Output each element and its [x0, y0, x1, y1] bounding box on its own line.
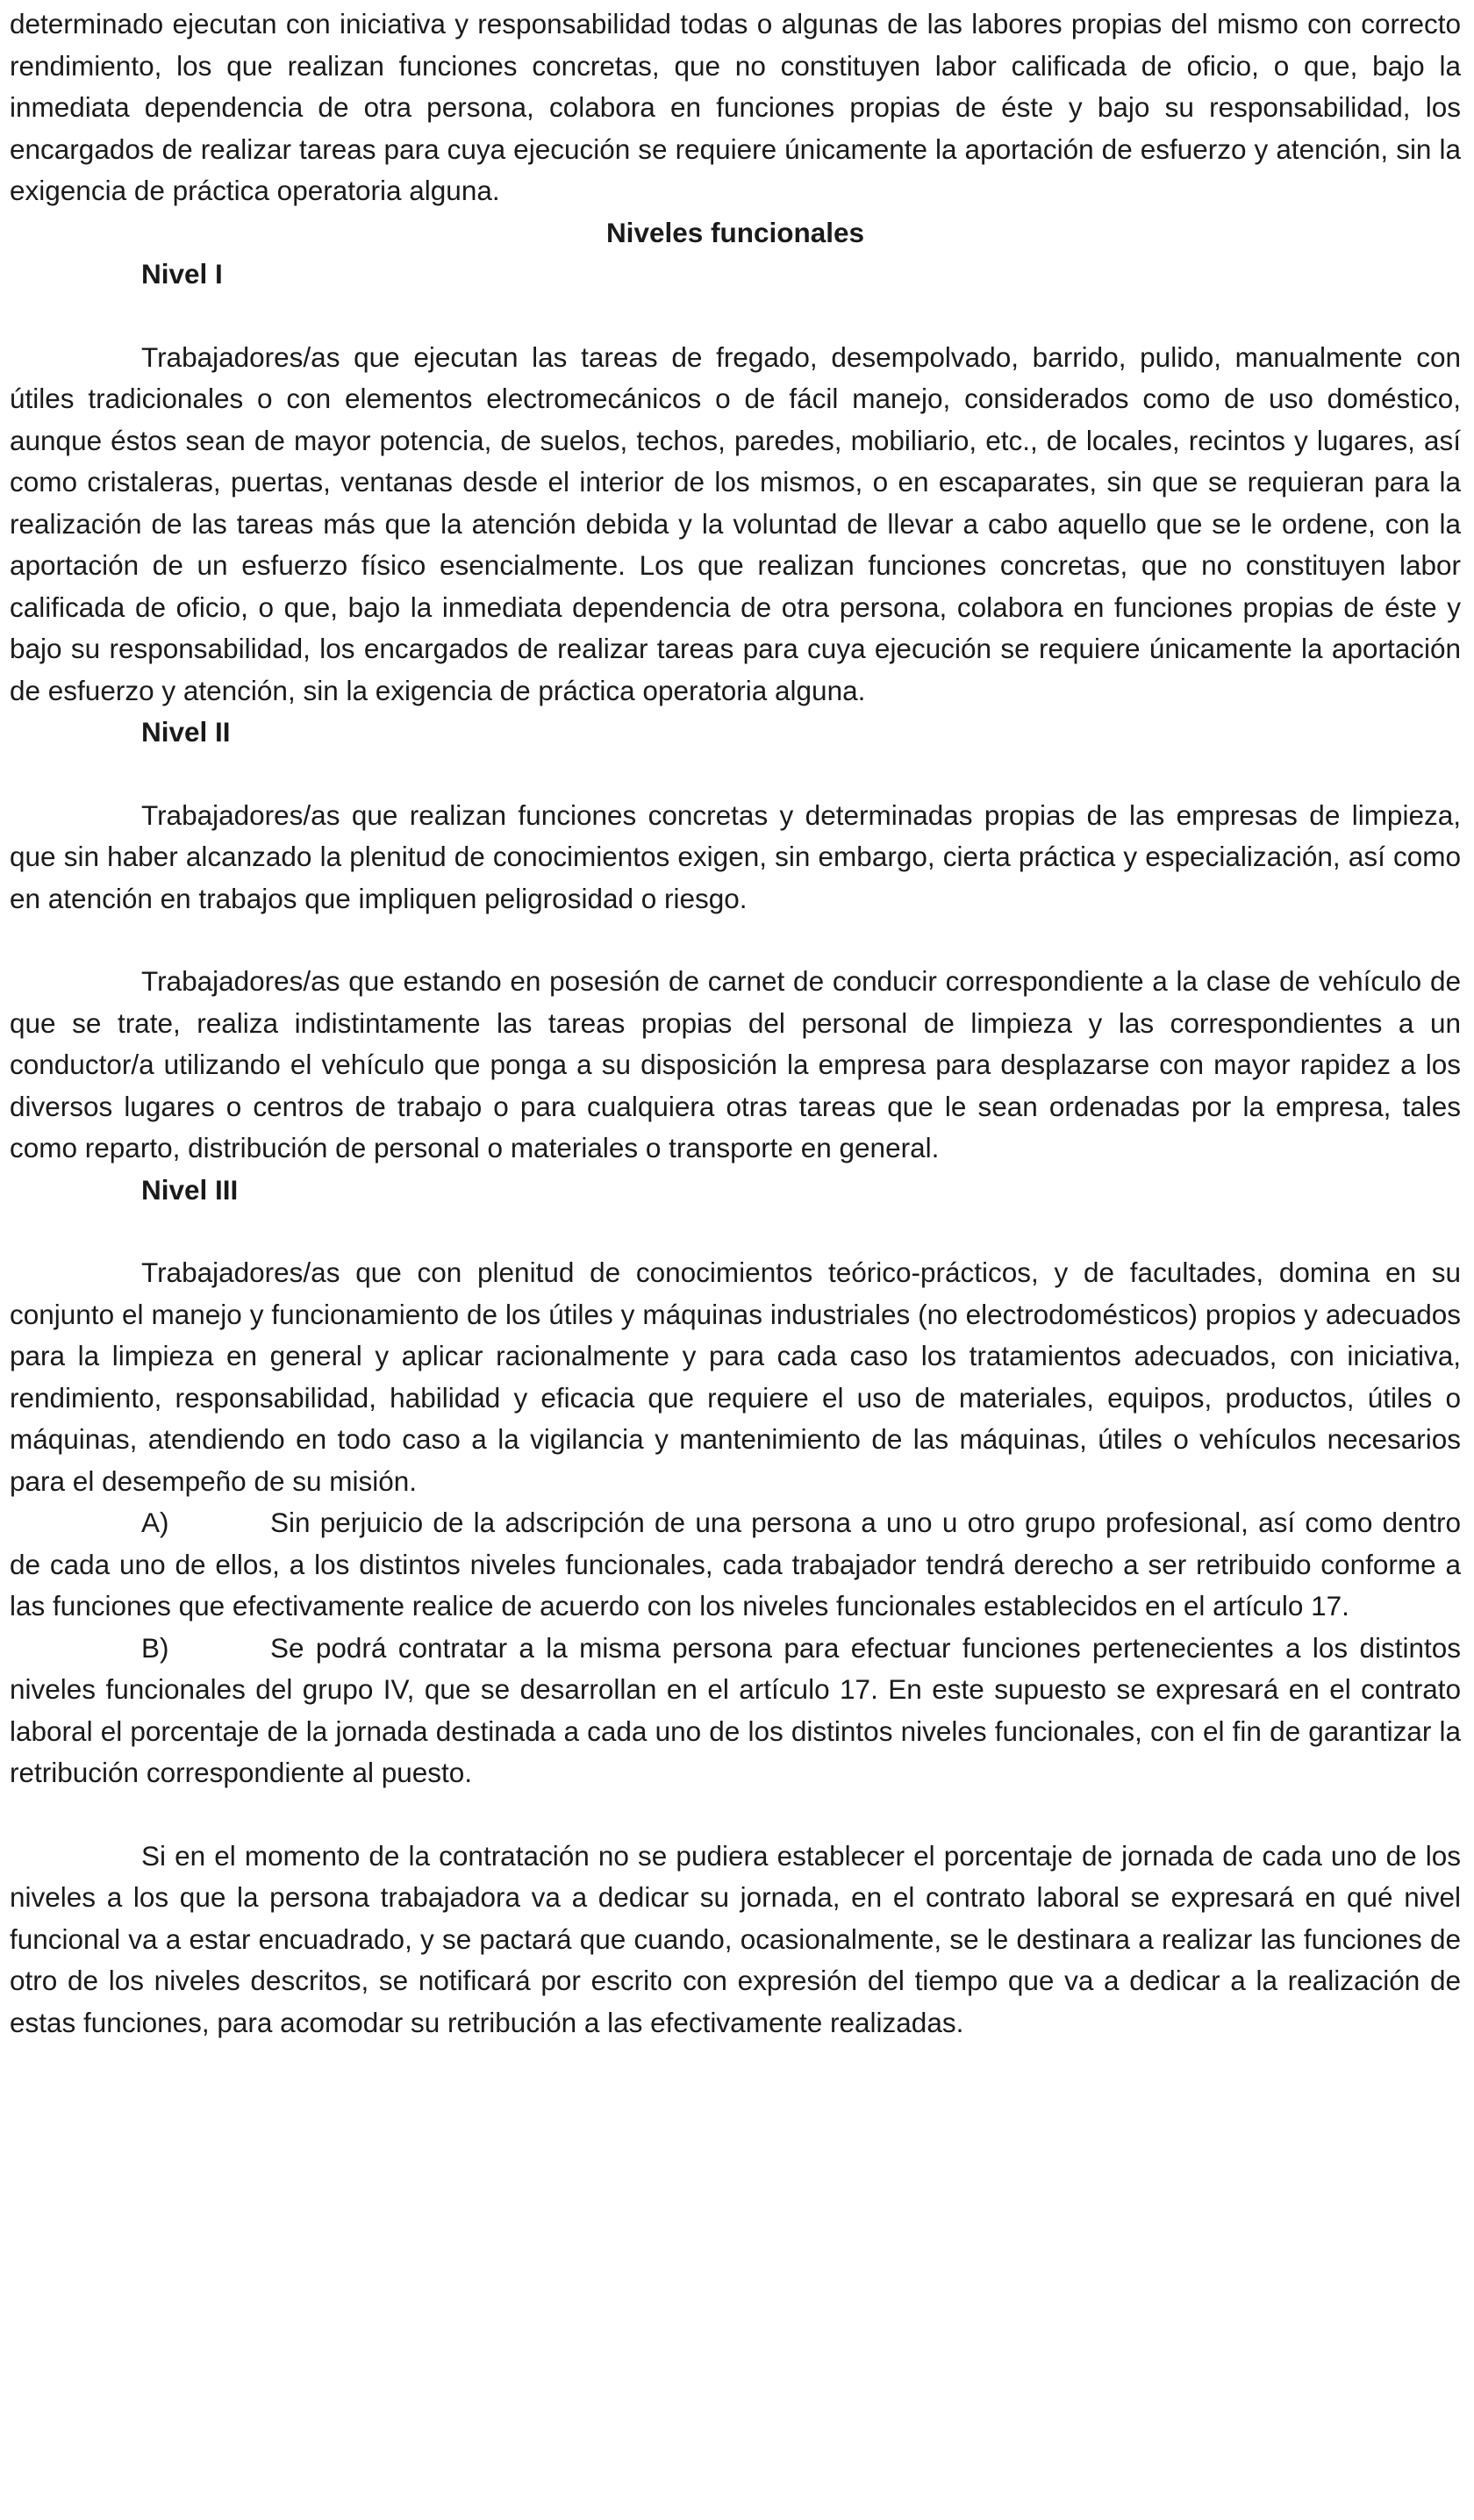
- item-a-text: Sin perjuicio de la adscripción de una persona a uno u otro grupo profesional, así como dentro de cada uno de ellos, a los distintos niveles funcionales, cada trabajador tendrá derecho a ser retribuido conforme a las funciones que efectivamente realice de acuerdo con los niveles funcionales establecidos en el artículo 17.: [10, 1507, 1461, 1622]
- item-a-label: A): [141, 1507, 169, 1538]
- level-3-paragraph: Trabajadores/as que con plenitud de conocimientos teórico-prácticos, y de facultades, domina en su conjunto el manejo y funcionamiento de los útiles y máquinas industriales (no electrodomésticos) propios y adecuados para la limpieza en general y aplicar racionalmente y para cada caso los tratamientos adecuados, con iniciativa, rendimiento, responsabilidad, habilidad y eficacia que requiere el uso de materiales, equipos, productos, útiles o máquinas, atendiendo en todo caso a la vigilancia y mantenimiento de las máquinas, útiles o vehículos necesarios para el desempeño de su misión.: [10, 1256, 1461, 1497]
- section-title: Niveles funcionales: [605, 216, 865, 248]
- item-b-text: Se podrá contratar a la misma persona para efectuar funciones pertenecientes a los distintos niveles funcionales del grupo IV, que se desarrollan en el artículo 17. En este supuesto se expresará en el contrato laboral el porcentaje de la jornada destinada a cada uno de los distintos niveles funcionales, con el fin de garantizar la retribución correspondiente al puesto.: [10, 1631, 1461, 1788]
- level-2-paragraph-2: Trabajadores/as que estando en posesión de carnet de conducir correspondiente a la clase de vehículo de que se trate, realiza indistintamente las tareas propias del personal de limpieza y las correspondientes a un conductor/a utilizando el vehículo que ponga a su disposición la empresa para desplazarse con mayor rapidez a los diversos lugares o centros de trabajo o para cualquiera otras tareas que le sean ordenadas por la empresa, tales como reparto, distribución de personal o materiales o transporte en general.: [10, 965, 1461, 1163]
- intro-paragraph: determinado ejecutan con iniciativa y responsabilidad todas o algunas de las labores propias del mismo con correcto rendimiento, los que realizan funciones concretas, que no constituyen labor calificada de oficio, o que, bajo la inmediata dependencia de otra persona, colabora en funciones propias de éste y bajo su responsabilidad, los encargados de realizar tareas para cuya ejecución se requiere únicamente la aportación de esfuerzo y atención, sin la exigencia de práctica operatoria alguna.: [10, 8, 1461, 206]
- level-2-paragraph-1: Trabajadores/as que realizan funciones concretas y determinadas propias de las empresas de limpieza, que sin haber alcanzado la plenitud de conocimientos exigen, sin embargo, cierta práctica y especialización, así como en atención en trabajos que impliquen peligrosidad o riesgo.: [10, 798, 1461, 914]
- item-a: [10, 1502, 1461, 1628]
- level-heading-1: Nivel I: [141, 258, 223, 290]
- closing-paragraph: Si en el momento de la contratación no se pudiera establecer el porcentaje de jornada de cada uno de los niveles a los que la persona trabajadora va a dedicar su jornada, en el contrato laboral se expresará en qué nivel funcional va a estar encuadrado, y se pactará que cuando, ocasionalmente, se le destinara a realizar las funciones de otro de los niveles descritos, se notificará por escrito con expresión del tiempo que va a dedicar a la realización de estas funciones, para acomodar su retribución a las efectivamente realizadas.: [10, 1839, 1461, 2038]
- level-heading-3: Nivel III: [141, 1173, 239, 1206]
- level-1-paragraph: Trabajadores/as que ejecutan las tareas de fregado, desempolvado, barrido, pulido, manualmente con útiles tradicionales o con elementos electromecánicos o de fácil manejo, considerados como de uso doméstico, aunque éstos sean de mayor potencia, de suelos, techos, paredes, mobiliario, etc., de locales, recintos y lugares, así como cristaleras, puertas, ventanas desde el interior de los mismos, o en escaparates, sin que se requieran para la realización de las tareas más que la atención debida y la voluntad de llevar a cabo aquello que se le ordene, con la aportación de un esfuerzo físico esencialmente. Los que realizan funciones concretas, que no constituyen labor calificada de oficio, o que, bajo la inmediata dependencia de otra persona, colabora en funciones propias de éste y bajo su responsabilidad, los encargados de realizar tareas para cuya ejecución se requiere únicamente la aportación de esfuerzo y atención, sin la exigencia de práctica operatoria alguna.: [10, 340, 1461, 706]
- item-b-label: B): [141, 1631, 169, 1664]
- document-page: [10, 4, 1461, 2044]
- level-heading-2: Nivel II: [141, 716, 231, 748]
- item-b: [10, 1628, 1461, 1794]
